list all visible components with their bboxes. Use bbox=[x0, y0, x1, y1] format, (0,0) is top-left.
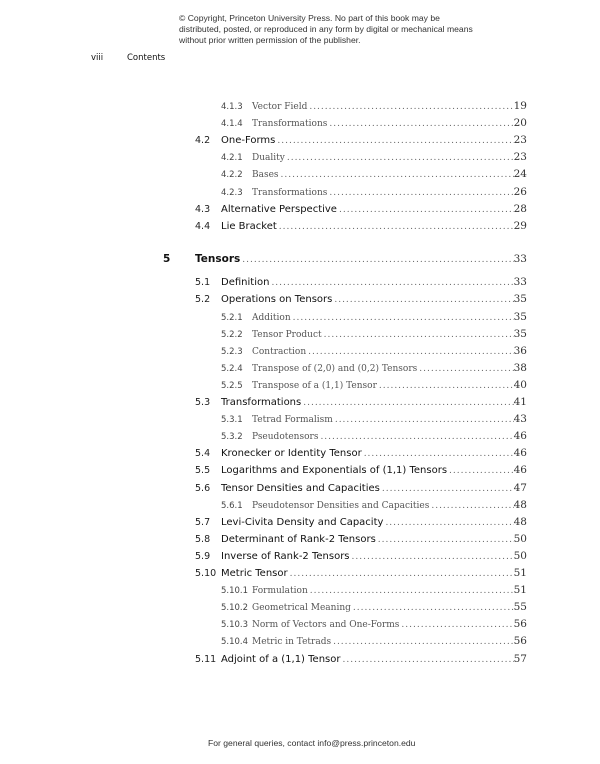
footer-contact: For general queries, contact info@press.princeton.edu bbox=[208, 738, 416, 748]
toc-subsection-entry bbox=[221, 168, 527, 185]
entry-title: Transformations bbox=[252, 119, 328, 130]
entry-page: 48 bbox=[513, 498, 527, 511]
toc-section-entry bbox=[195, 447, 527, 464]
entry-title: Operations on Tensors bbox=[221, 294, 333, 306]
entry-page: 35 bbox=[513, 293, 527, 306]
entry-page: 40 bbox=[513, 378, 527, 391]
entry-title: Levi-Civita Density and Capacity bbox=[221, 516, 384, 528]
entry-title: Metric in Tetrads bbox=[252, 637, 332, 648]
entry-page: 26 bbox=[513, 185, 527, 198]
entry-title: Transpose of (2,0) and (0,2) Tensors bbox=[252, 363, 418, 374]
entry-title: Duality bbox=[252, 153, 285, 164]
entry-page: 24 bbox=[513, 168, 527, 181]
entry-page: 46 bbox=[513, 430, 527, 443]
entry-title: Tensor Product bbox=[252, 329, 322, 340]
dot-leader bbox=[335, 415, 514, 425]
entry-title: Addition bbox=[252, 312, 291, 323]
entry-number: 5.3 bbox=[195, 397, 211, 408]
entry-title: One-Forms bbox=[221, 135, 276, 147]
entry-page: 19 bbox=[513, 100, 527, 112]
toc-section-entry bbox=[195, 482, 527, 499]
entry-title: Transformations bbox=[221, 397, 302, 408]
entry-title: Tensors bbox=[195, 252, 241, 265]
entry-number: 5.10.2 bbox=[221, 603, 249, 614]
entry-number: 5.1 bbox=[195, 277, 211, 289]
dot-leader bbox=[379, 381, 514, 391]
entry-page: 51 bbox=[513, 567, 527, 579]
entry-number: 5.2 bbox=[195, 294, 211, 306]
entry-number: 5.4 bbox=[195, 448, 211, 460]
dot-leader bbox=[279, 222, 514, 232]
entry-number: 5 bbox=[163, 252, 171, 265]
entry-page: 46 bbox=[513, 464, 527, 477]
entry-number: 5.2.5 bbox=[221, 380, 243, 391]
entry-page: 35 bbox=[513, 310, 527, 323]
dot-leader bbox=[303, 398, 513, 408]
entry-page: 23 bbox=[513, 134, 527, 147]
dot-leader bbox=[419, 364, 513, 374]
dot-leader bbox=[320, 432, 513, 442]
running-head-title: Contents bbox=[127, 53, 166, 63]
dot-leader bbox=[382, 484, 514, 494]
entry-title: Norm of Vectors and One-Forms bbox=[252, 620, 400, 631]
dot-leader bbox=[293, 313, 514, 323]
entry-page: 50 bbox=[513, 532, 527, 545]
entry-title: Kronecker or Identity Tensor bbox=[221, 448, 362, 460]
entry-page: 28 bbox=[513, 202, 527, 215]
toc-subsection-entry bbox=[221, 618, 527, 635]
toc-section-entry bbox=[195, 203, 527, 220]
dot-leader bbox=[353, 603, 514, 613]
toc-section-entry bbox=[195, 464, 527, 481]
entry-number: 5.2.3 bbox=[221, 346, 243, 357]
entry-number: 4.2.1 bbox=[221, 153, 243, 164]
entry-number: 5.3.1 bbox=[221, 415, 243, 426]
entry-page: 33 bbox=[513, 276, 527, 289]
entry-number: 5.8 bbox=[195, 533, 211, 545]
entry-number: 5.10.1 bbox=[221, 586, 249, 597]
dot-leader bbox=[287, 153, 514, 163]
entry-number: 5.10.4 bbox=[221, 637, 249, 648]
dot-leader bbox=[308, 347, 513, 357]
entry-page: 38 bbox=[513, 361, 527, 374]
dot-leader bbox=[401, 620, 513, 630]
toc-section-entry bbox=[195, 567, 527, 584]
toc-subsection-entry bbox=[221, 413, 527, 430]
dot-leader bbox=[339, 205, 514, 215]
toc-subsection-entry bbox=[221, 328, 527, 345]
entry-page: 48 bbox=[513, 515, 527, 528]
copyright-notice: © Copyright, Princeton University Press. No part of this book may be distributed, posted, or reproduced in any form by digital or mechanical means without prior written permission of the publisher. bbox=[179, 13, 473, 45]
entry-number: 5.2.4 bbox=[221, 363, 243, 374]
entry-number: 5.2.2 bbox=[221, 329, 243, 340]
toc-section-entry bbox=[195, 533, 527, 550]
entry-number: 5.3.2 bbox=[221, 432, 243, 443]
toc-section-entry bbox=[195, 396, 527, 413]
page-number: viii bbox=[91, 53, 104, 63]
dot-leader bbox=[342, 655, 513, 665]
entry-page: 55 bbox=[513, 601, 527, 614]
dot-leader bbox=[310, 586, 514, 596]
entry-number: 4.2.2 bbox=[221, 170, 243, 181]
entry-page: 56 bbox=[513, 618, 527, 631]
entry-title: Definition bbox=[221, 277, 270, 289]
toc-subsection-entry bbox=[221, 117, 527, 134]
entry-number: 5.2.1 bbox=[221, 312, 243, 323]
toc-subsection-entry bbox=[221, 379, 527, 396]
entry-title: Transformations bbox=[252, 187, 328, 198]
entry-page: 51 bbox=[513, 584, 527, 597]
entry-page: 47 bbox=[513, 481, 527, 494]
entry-title: Geometrical Meaning bbox=[252, 603, 351, 614]
dot-leader bbox=[378, 535, 514, 545]
dot-leader bbox=[281, 170, 514, 180]
entry-title: Pseudotensor Densities and Capacities bbox=[252, 500, 430, 511]
dot-leader bbox=[364, 449, 514, 459]
toc-section-entry bbox=[195, 653, 527, 670]
entry-number: 4.1.3 bbox=[221, 102, 243, 112]
entry-title: Vector Field bbox=[252, 102, 308, 112]
entry-page: 29 bbox=[513, 219, 527, 232]
entry-number: 4.1.4 bbox=[221, 119, 243, 130]
entry-number: 4.3 bbox=[195, 203, 211, 215]
entry-title: Alternative Perspective bbox=[221, 203, 337, 215]
toc-subsection-entry bbox=[221, 635, 527, 652]
entry-page: 43 bbox=[513, 413, 527, 426]
toc-subsection-entry bbox=[221, 186, 527, 203]
entry-title: Pseudotensors bbox=[252, 432, 319, 443]
entry-number: 4.2.3 bbox=[221, 187, 243, 198]
entry-page: 50 bbox=[513, 549, 527, 562]
entry-page: 46 bbox=[513, 447, 527, 460]
toc-chapter-entry bbox=[163, 253, 527, 270]
toc-section-entry bbox=[195, 550, 527, 567]
entry-title: Bases bbox=[252, 170, 279, 181]
entry-title: Logarithms and Exponentials of (1,1) Tensors bbox=[221, 465, 448, 477]
entry-number: 5.11 bbox=[195, 653, 217, 665]
entry-number: 5.10 bbox=[195, 568, 217, 579]
dot-leader bbox=[352, 552, 514, 562]
entry-title: Tensor Densities and Capacities bbox=[221, 482, 380, 494]
entry-title: Tetrad Formalism bbox=[252, 415, 333, 426]
toc-section-entry bbox=[195, 134, 527, 151]
entry-page: 57 bbox=[513, 652, 527, 665]
entry-page: 23 bbox=[513, 151, 527, 164]
dot-leader bbox=[290, 569, 514, 579]
entry-page: 33 bbox=[513, 252, 527, 265]
toc-subsection-entry bbox=[221, 151, 527, 168]
entry-page: 56 bbox=[513, 635, 527, 648]
entry-title: Formulation bbox=[252, 586, 308, 597]
entry-page: 20 bbox=[513, 117, 527, 130]
dot-leader bbox=[329, 188, 513, 198]
toc-subsection-entry bbox=[221, 584, 527, 601]
dot-leader bbox=[324, 330, 514, 340]
toc-subsection-entry bbox=[221, 499, 527, 516]
dot-leader bbox=[385, 518, 513, 528]
dot-leader bbox=[277, 136, 513, 146]
entry-number: 5.9 bbox=[195, 550, 211, 562]
entry-number: 5.7 bbox=[195, 516, 211, 528]
entry-title: Contraction bbox=[252, 346, 307, 357]
toc-subsection-entry bbox=[221, 430, 527, 447]
toc-subsection-entry bbox=[221, 100, 527, 117]
toc-subsection-entry bbox=[221, 362, 527, 379]
dot-leader bbox=[242, 255, 513, 265]
entry-title: Determinant of Rank-2 Tensors bbox=[221, 533, 376, 545]
entry-number: 5.5 bbox=[195, 465, 211, 477]
entry-number: 5.6 bbox=[195, 482, 211, 494]
entry-title: Transpose of a (1,1) Tensor bbox=[252, 380, 377, 391]
entry-page: 41 bbox=[513, 396, 527, 408]
entry-page: 35 bbox=[513, 327, 527, 340]
dot-leader bbox=[449, 466, 514, 476]
entry-title: Lie Bracket bbox=[221, 220, 277, 232]
dot-leader bbox=[431, 501, 513, 511]
toc-subsection-entry bbox=[221, 345, 527, 362]
entry-title: Inverse of Rank-2 Tensors bbox=[221, 550, 350, 562]
dot-leader bbox=[271, 278, 513, 288]
toc-section-entry bbox=[195, 220, 527, 237]
toc-section-entry bbox=[195, 276, 527, 293]
entry-page: 36 bbox=[513, 344, 527, 357]
entry-title: Adjoint of a (1,1) Tensor bbox=[221, 653, 341, 665]
entry-number: 4.2 bbox=[195, 135, 211, 147]
entry-title: Metric Tensor bbox=[221, 568, 288, 579]
entry-number: 4.4 bbox=[195, 220, 211, 232]
entry-number: 5.6.1 bbox=[221, 500, 243, 511]
dot-leader bbox=[309, 102, 513, 112]
dot-leader bbox=[334, 295, 513, 305]
toc-subsection-entry bbox=[221, 601, 527, 618]
toc-section-entry bbox=[195, 516, 527, 533]
toc-subsection-entry bbox=[221, 311, 527, 328]
dot-leader bbox=[333, 637, 514, 647]
entry-number: 5.10.3 bbox=[221, 620, 249, 631]
dot-leader bbox=[329, 119, 513, 129]
toc-section-entry bbox=[195, 293, 527, 310]
